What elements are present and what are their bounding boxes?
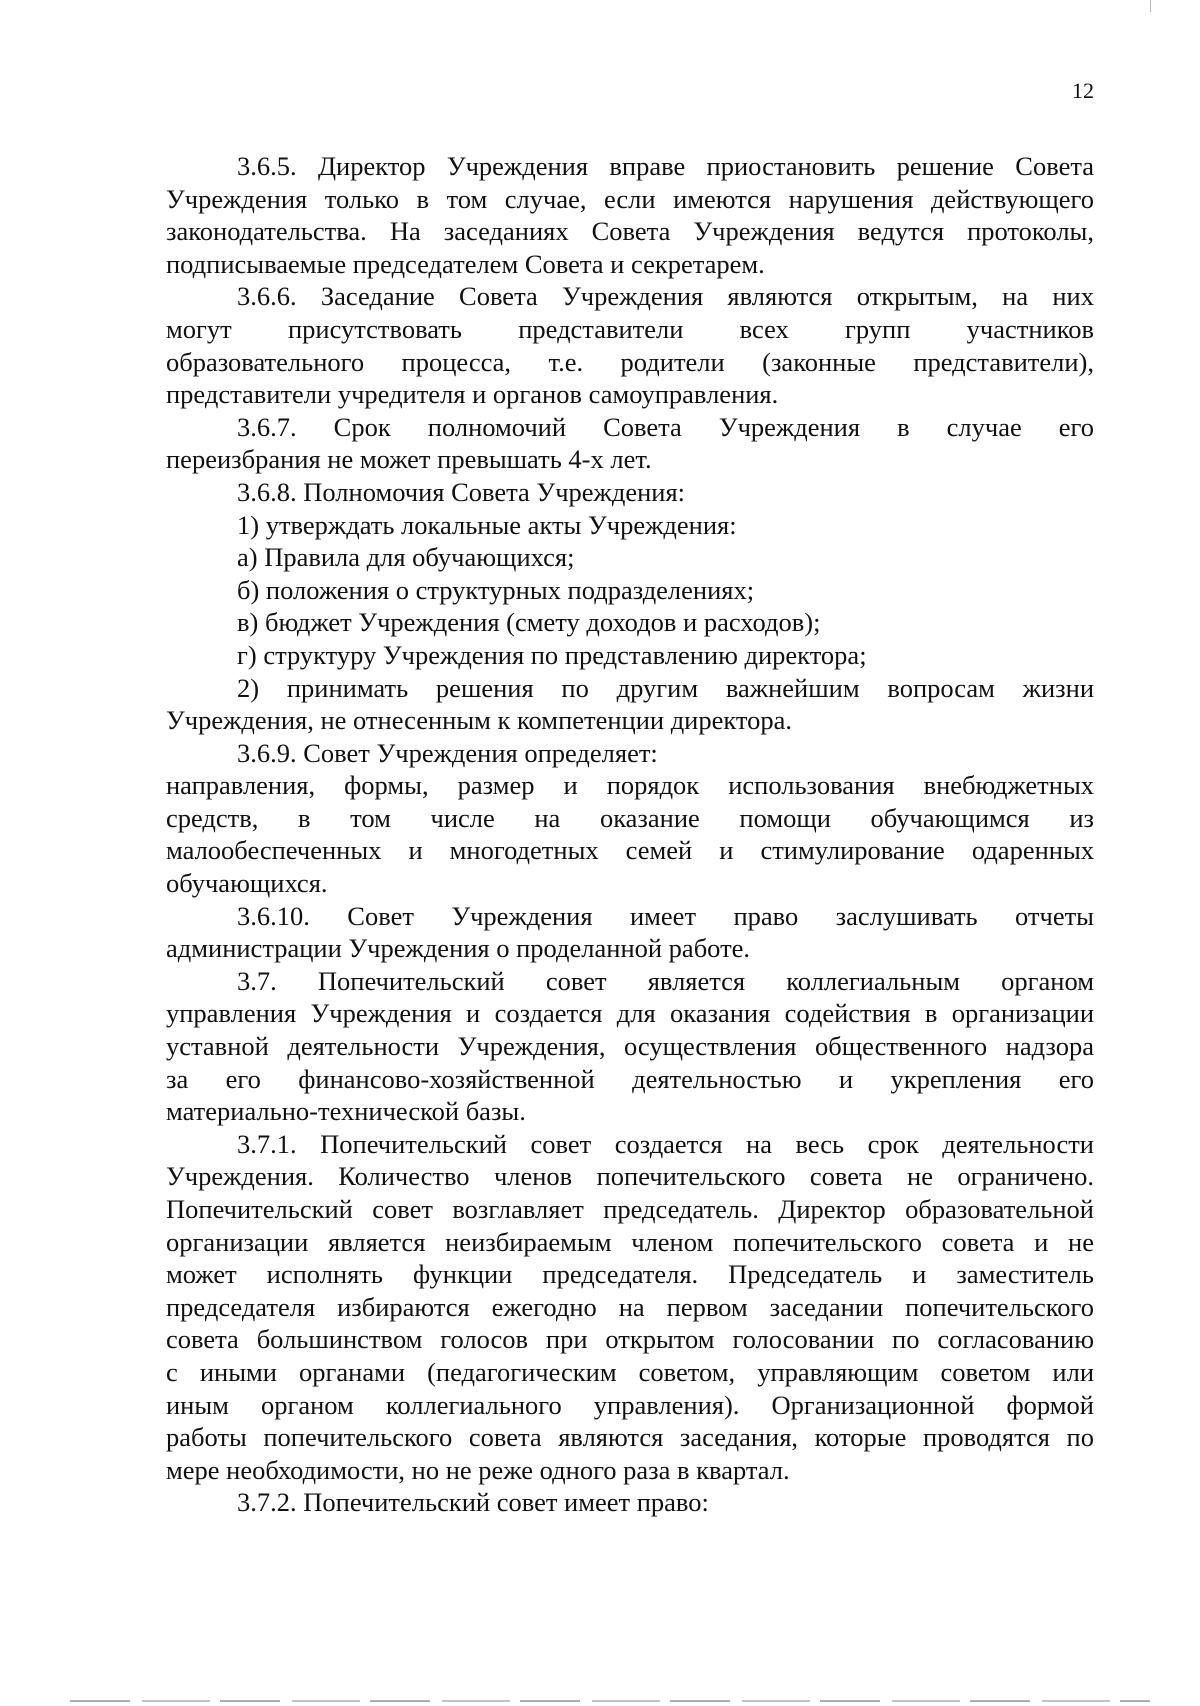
text-line: представители учредителя и органов самоуправления. bbox=[166, 379, 779, 410]
text-line: с иными органами (педагогическим советом, управляющим советом или bbox=[166, 1356, 1094, 1387]
text-line: законодательства. На заседаниях Совета Учреждения ведутся протоколы, bbox=[166, 216, 1094, 247]
text-line: малообеспеченных и многодетных семей и стимулирование одаренных bbox=[166, 835, 1094, 866]
text-line: 3.7.1. Попечительский совет создается на весь срок деятельности bbox=[237, 1128, 1094, 1159]
text-line: мере необходимости, но не реже одного раза в квартал. bbox=[166, 1454, 790, 1485]
text-line: работы попечительского совета являются заседания, которые проводятся по bbox=[166, 1422, 1094, 1453]
document-body bbox=[166, 150, 1094, 1519]
scan-bottom-edge bbox=[70, 1700, 1150, 1702]
text-line: переизбрания не может превышать 4-х лет. bbox=[166, 444, 652, 475]
scan-edge-mark bbox=[1150, 0, 1151, 12]
text-line: уставной деятельности Учреждения, осуществления общественного надзора bbox=[166, 1031, 1094, 1062]
text-line: могут присутствовать представители всех групп участников bbox=[166, 313, 1094, 344]
text-line: Попечительский совет возглавляет председатель. Директор образовательной bbox=[166, 1194, 1094, 1224]
text-line: 1) утверждать локальные акты Учреждения: bbox=[237, 509, 737, 540]
text-line: г) структуру Учреждения по представлению директора; bbox=[237, 639, 867, 670]
text-line: Учреждения только в том случае, если имеются нарушения действующего bbox=[166, 183, 1094, 214]
text-line: 2) принимать решения по другим важнейшим вопросам жизни bbox=[237, 672, 1094, 703]
text-line: организации является неизбираемым членом попечительского совета и не bbox=[166, 1226, 1094, 1257]
text-line: 3.7. Попечительский совет является коллегиальным органом bbox=[237, 965, 1094, 996]
text-line: 3.6.9. Совет Учреждения определяет: bbox=[237, 737, 658, 768]
text-line: 3.6.8. Полномочия Совета Учреждения: bbox=[237, 476, 686, 507]
page-number: 12 bbox=[1072, 78, 1094, 103]
text-line: обучающихся. bbox=[166, 868, 328, 899]
text-line: управления Учреждения и создается для оказания содействия в организации bbox=[166, 998, 1094, 1029]
text-line: 3.6.6. Заседание Совета Учреждения являются открытым, на них bbox=[237, 281, 1094, 312]
text-line: в) бюджет Учреждения (смету доходов и расходов); bbox=[237, 607, 821, 638]
text-line: образовательного процесса, т.е. родители (законные представители), bbox=[166, 346, 1094, 377]
text-line: 3.7.2. Попечительский совет имеет право: bbox=[237, 1487, 709, 1518]
text-line: 3.6.5. Директор Учреждения вправе приостановить решение Совета bbox=[237, 151, 1094, 181]
text-line: средств, в том числе на оказание помощи обучающимся из bbox=[166, 802, 1094, 833]
text-line: может исполнять функции председателя. Председатель и заместитель bbox=[166, 1259, 1094, 1290]
text-line: Учреждения. Количество членов попечительского совета не ограничено. bbox=[166, 1161, 1094, 1192]
text-line: 3.6.10. Совет Учреждения имеет право заслушивать отчеты bbox=[237, 900, 1094, 931]
text-line: председателя избираются ежегодно на первом заседании попечительского bbox=[166, 1291, 1094, 1322]
text-line: за его финансово-хозяйственной деятельностью и укрепления его bbox=[166, 1063, 1094, 1094]
text-line: а) Правила для обучающихся; bbox=[237, 542, 575, 573]
text-line: 3.6.7. Срок полномочий Совета Учреждения в случае его bbox=[237, 411, 1094, 442]
text-line: материально-технической базы. bbox=[166, 1096, 526, 1127]
text-line: администрации Учреждения о проделанной работе. bbox=[166, 933, 751, 964]
text-line: иным органом коллегиального управления). Организационной формой bbox=[166, 1389, 1094, 1420]
text-line: направления, формы, размер и порядок использования внебюджетных bbox=[166, 770, 1094, 801]
text-line: Учреждения, не отнесенным к компетенции директора. bbox=[166, 705, 793, 736]
text-line: подписываемые председателем Совета и секретарем. bbox=[166, 248, 765, 279]
text-line: б) положения о структурных подразделениях; bbox=[237, 574, 755, 605]
text-line: совета большинством голосов при открытом голосовании по согласованию bbox=[166, 1324, 1094, 1355]
